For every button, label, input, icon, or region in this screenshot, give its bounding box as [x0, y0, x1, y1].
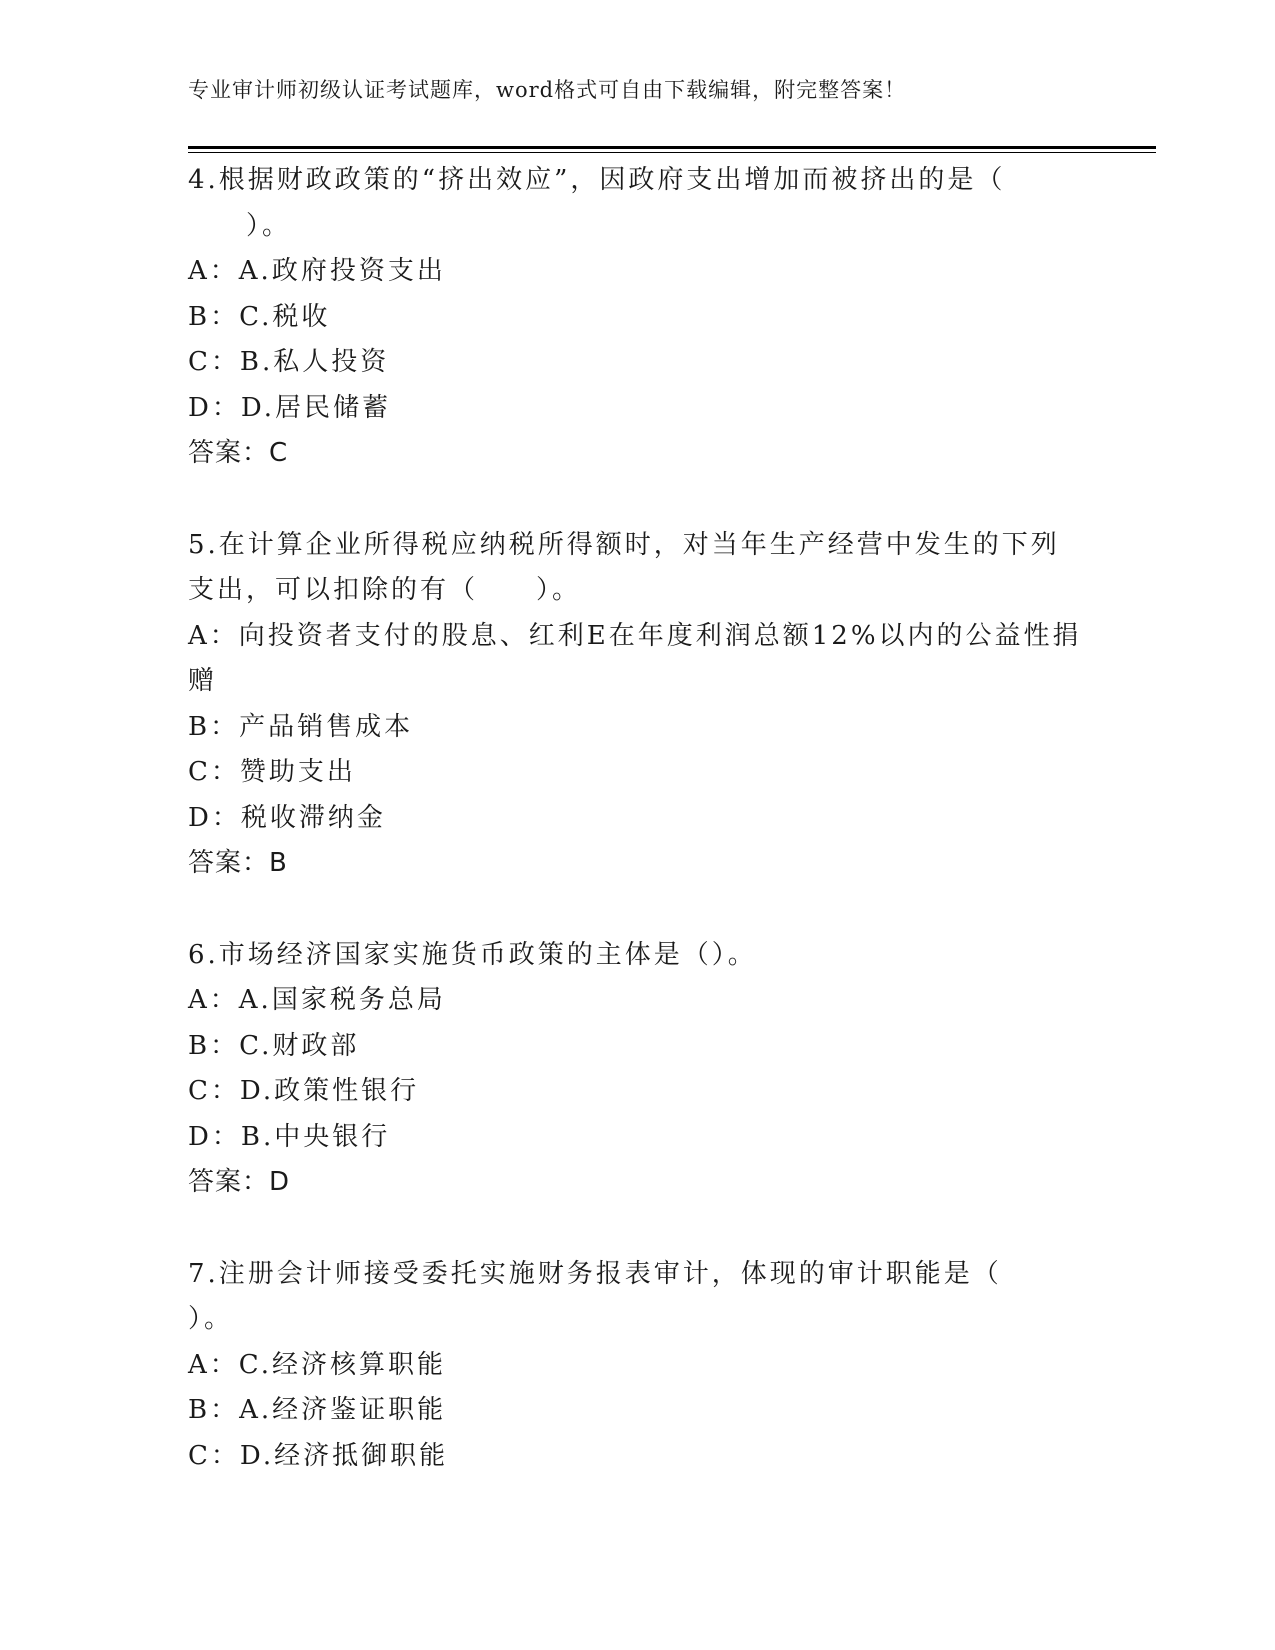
- page-header: 专业审计师初级认证考试题库，word格式可自由下载编辑，附完整答案！: [188, 78, 907, 102]
- option-a: A：向投资者支付的股息、红利E在年度利润总额12%以内的公益性捐: [188, 620, 1082, 651]
- question-6: [188, 933, 1108, 1206]
- option-b: B：A.经济鉴证职能: [188, 1395, 447, 1425]
- question-5: [188, 523, 1108, 887]
- header-rule-thin: [188, 152, 1156, 153]
- header-rule-thick: [188, 146, 1156, 149]
- option-c: C：D.经济抵御职能: [188, 1440, 449, 1471]
- question-4: [188, 158, 1108, 477]
- option-c: C：赞助支出: [188, 757, 356, 787]
- option-d: D：税收滞纳金: [188, 802, 386, 833]
- question-list: [188, 158, 1108, 1525]
- question-stem: 4.根据财政政策的“挤出效应”，因政府支出增加而被挤出的是（: [188, 165, 1006, 195]
- question-stem: 支出，可以扣除的有（ ）。: [188, 575, 582, 605]
- question-stem: 6.市场经济国家实施货币政策的主体是（）。: [188, 939, 757, 970]
- answer-line: 答案：C: [188, 438, 289, 468]
- option-d: D：B.中央银行: [188, 1121, 391, 1152]
- question-stem: ）。: [188, 210, 292, 241]
- option-d: D：D.居民储蓄: [188, 392, 392, 423]
- option-a: A：C.经济核算职能: [188, 1349, 447, 1380]
- answer-line: 答案：B: [188, 848, 288, 878]
- question-7: [188, 1252, 1108, 1480]
- option-b: B：产品销售成本: [188, 711, 414, 742]
- option-a: A：A.国家税务总局: [188, 985, 446, 1015]
- option-a-continued: 赠: [188, 666, 218, 696]
- option-c: C：D.政策性银行: [188, 1076, 420, 1106]
- option-b: B：C.财政部: [188, 1030, 360, 1061]
- answer-line: 答案：D: [188, 1167, 291, 1197]
- question-stem: 7.注册会计师接受委托实施财务报表审计，体现的审计职能是（: [188, 1258, 1002, 1289]
- question-stem: 5.在计算企业所得税应纳税所得额时，对当年生产经营中发生的下列: [188, 529, 1060, 560]
- question-stem: ）。: [188, 1304, 234, 1334]
- option-c: C：B.私人投资: [188, 347, 390, 377]
- option-a: A：A.政府投资支出: [188, 256, 446, 286]
- option-b: B：C.税收: [188, 301, 331, 332]
